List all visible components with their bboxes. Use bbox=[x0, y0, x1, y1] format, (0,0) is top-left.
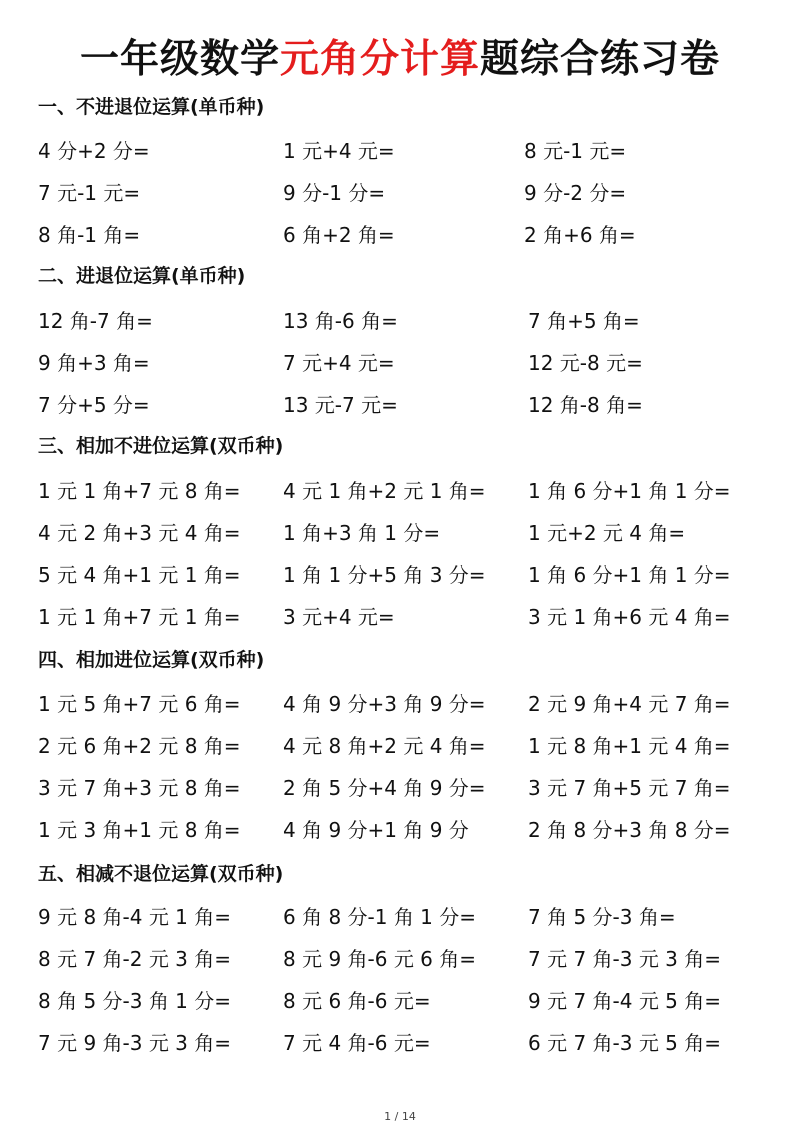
section-heading: 二、进退位运算(单币种) bbox=[38, 265, 246, 287]
page-indicator: 1 / 14 bbox=[384, 1110, 416, 1123]
problem: 9 分-1 分= bbox=[283, 181, 386, 205]
problem: 4 元 2 角+3 元 4 角= bbox=[38, 521, 241, 545]
problem: 3 元 7 角+5 元 7 角= bbox=[528, 776, 731, 800]
problem: 4 元 1 角+2 元 1 角= bbox=[283, 479, 486, 503]
problem: 5 元 4 角+1 元 1 角= bbox=[38, 563, 241, 587]
problem: 9 元 8 角-4 元 1 角= bbox=[38, 905, 232, 929]
problem: 12 角-7 角= bbox=[38, 309, 153, 333]
problem: 4 角 9 分+1 角 9 分 bbox=[283, 818, 469, 842]
problem: 7 元 4 角-6 元= bbox=[283, 1031, 431, 1055]
problem: 4 元 8 角+2 元 4 角= bbox=[283, 734, 486, 758]
problem: 9 角+3 角= bbox=[38, 351, 150, 375]
problem: 12 角-8 角= bbox=[528, 393, 643, 417]
problem: 1 元 1 角+7 元 1 角= bbox=[38, 605, 241, 629]
problem: 8 元-1 元= bbox=[524, 139, 627, 163]
problem: 1 元 5 角+7 元 6 角= bbox=[38, 692, 241, 716]
title-highlight: 元角分计算 bbox=[279, 37, 480, 82]
problem: 8 元 7 角-2 元 3 角= bbox=[38, 947, 232, 971]
problem: 8 角 5 分-3 角 1 分= bbox=[38, 989, 232, 1013]
section-heading: 三、相加不进位运算(双币种) bbox=[38, 435, 284, 457]
problem: 7 分+5 分= bbox=[38, 393, 150, 417]
problem: 4 角 9 分+3 角 9 分= bbox=[283, 692, 486, 716]
problem: 3 元 1 角+6 元 4 角= bbox=[528, 605, 731, 629]
problem: 7 元-1 元= bbox=[38, 181, 141, 205]
problem: 8 元 9 角-6 元 6 角= bbox=[283, 947, 477, 971]
problem: 7 角+5 角= bbox=[528, 309, 640, 333]
problem: 7 元 7 角-3 元 3 角= bbox=[528, 947, 722, 971]
title-suffix: 题综合练习卷 bbox=[480, 37, 721, 82]
problem: 7 元 9 角-3 元 3 角= bbox=[38, 1031, 232, 1055]
problem: 2 角+6 角= bbox=[524, 223, 636, 247]
problem: 1 角 6 分+1 角 1 分= bbox=[528, 479, 731, 503]
problem: 8 元 6 角-6 元= bbox=[283, 989, 431, 1013]
problem: 1 元+2 元 4 角= bbox=[528, 521, 686, 545]
problem: 12 元-8 元= bbox=[528, 351, 643, 375]
problem: 4 分+2 分= bbox=[38, 139, 150, 163]
problem: 7 元+4 元= bbox=[283, 351, 395, 375]
problem: 1 角 1 分+5 角 3 分= bbox=[283, 563, 486, 587]
problem: 6 角 8 分-1 角 1 分= bbox=[283, 905, 477, 929]
section-heading: 一、不进退位运算(单币种) bbox=[38, 96, 265, 118]
problem: 6 元 7 角-3 元 5 角= bbox=[528, 1031, 722, 1055]
problem: 2 元 6 角+2 元 8 角= bbox=[38, 734, 241, 758]
problem: 1 元 3 角+1 元 8 角= bbox=[38, 818, 241, 842]
problem: 9 元 7 角-4 元 5 角= bbox=[528, 989, 722, 1013]
section-heading: 五、相减不退位运算(双币种) bbox=[38, 863, 284, 885]
problem: 1 元+4 元= bbox=[283, 139, 395, 163]
page-title bbox=[0, 30, 800, 90]
problem: 7 角 5 分-3 角= bbox=[528, 905, 676, 929]
problem: 1 元 1 角+7 元 8 角= bbox=[38, 479, 241, 503]
problem: 1 角+3 角 1 分= bbox=[283, 521, 441, 545]
problem: 2 角 8 分+3 角 8 分= bbox=[528, 818, 731, 842]
section-heading: 四、相加进位运算(双币种) bbox=[38, 649, 265, 671]
problem: 2 元 9 角+4 元 7 角= bbox=[528, 692, 731, 716]
problem: 1 元 8 角+1 元 4 角= bbox=[528, 734, 731, 758]
problem: 6 角+2 角= bbox=[283, 223, 395, 247]
problem: 3 元 7 角+3 元 8 角= bbox=[38, 776, 241, 800]
problem: 1 角 6 分+1 角 1 分= bbox=[528, 563, 731, 587]
problem: 9 分-2 分= bbox=[524, 181, 627, 205]
problem: 2 角 5 分+4 角 9 分= bbox=[283, 776, 486, 800]
problem: 13 元-7 元= bbox=[283, 393, 398, 417]
problem: 13 角-6 角= bbox=[283, 309, 398, 333]
problem: 8 角-1 角= bbox=[38, 223, 141, 247]
problem: 3 元+4 元= bbox=[283, 605, 395, 629]
title-prefix: 一年级数学 bbox=[79, 37, 280, 82]
